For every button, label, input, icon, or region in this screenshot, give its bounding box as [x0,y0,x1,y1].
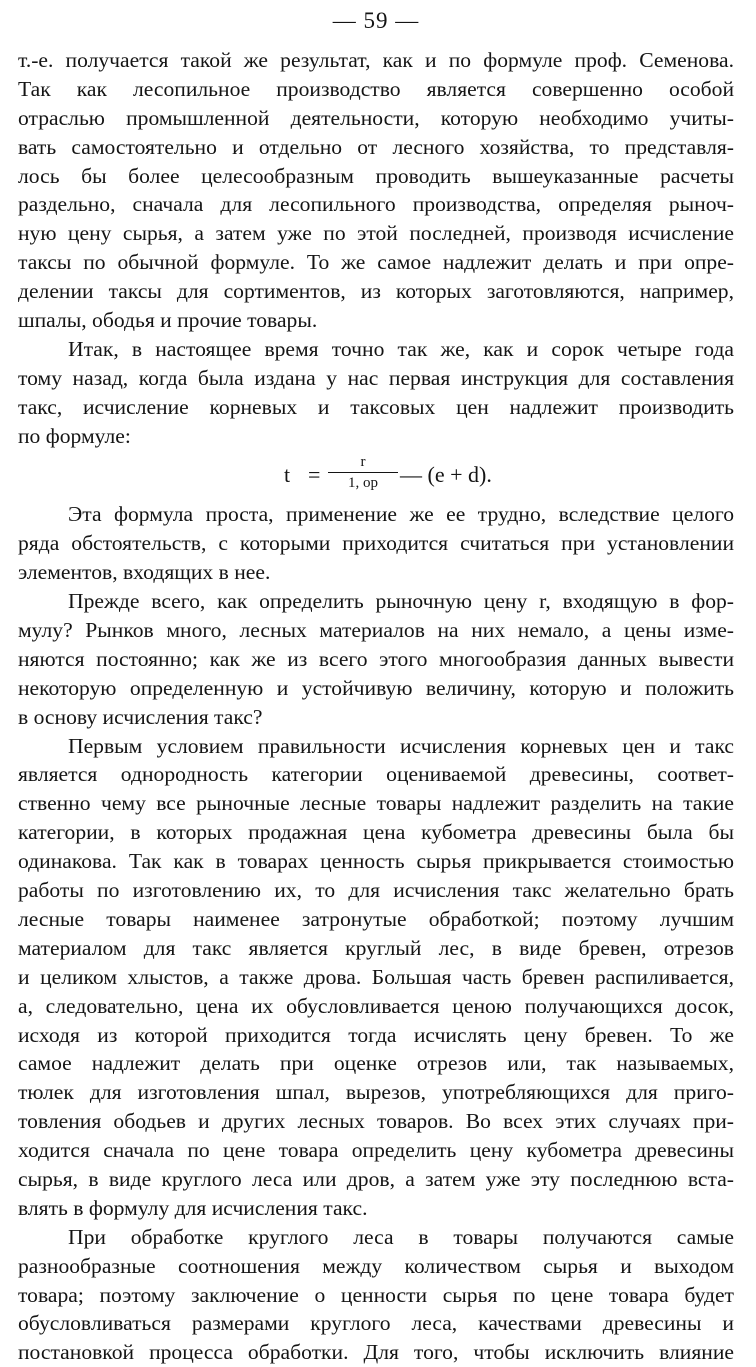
paragraph-6 [18,1223,734,1367]
text-line: элементов, входящих в нее. [18,560,271,585]
text-line: а, следовательно, цена их обусловливается ценою получающихся досок, [18,993,734,1018]
text-line: одинакова. Так как в товарах ценность сырья прикрывается стоимостью [18,849,734,874]
text-line: самое надлежит делать при оценке отрезов или, так называемых, [18,1051,734,1076]
text-line: Итак, в настоящее время точно так же, как и сорок четыре года [68,336,734,361]
text-line: тюлек для изготовления шпал, вырезов, употребляющихся для приго- [18,1080,734,1105]
formula-rest: — (e + d). [400,462,492,488]
formula-lhs: t [284,462,291,488]
text-line: ряда обстоятельств, с которыми приходится считаться при установлении [18,531,734,556]
page [18,6,734,1367]
text-line: таксы по обычной формуле. То же самое надлежит делать и при опре- [18,250,734,275]
paragraph-5 [18,732,734,1223]
paragraph-2 [18,335,734,451]
text-line: является однородность категории оцениваемой древесины, соответ- [18,762,734,787]
text-line: тому назад, когда была издана у нас первая инструкция для составления [18,365,734,390]
text-line: влять в формулу для исчисления такс. [18,1195,368,1220]
formula-numerator: r [328,454,398,473]
text-line: отраслью промышленной деятельности, которую необходимо учиты- [18,105,734,130]
text-line: Эта формула проста, применение же ее трудно, вследствие целого [68,502,734,527]
text-line: лось бы более целесообразным проводить вышеуказанные расчеты [18,163,734,188]
text-line: няются постоянно; как же из всего этого многообразия данных вывести [18,646,734,671]
text-line: т.-е. получается такой же результат, как и по формуле проф. Семенова. [18,48,734,72]
text-line: При обработке круглого леса в товары получаются самые [68,1224,734,1249]
paragraph-1 [18,46,734,335]
text-line: обусловливаться размерами круглого леса, качествами древесины и [18,1311,734,1336]
text-line: по формуле: [18,423,131,448]
text-line: ственно чему все рыночные лесные товары надлежит разделить на такие [18,791,734,816]
text-line: ную цену сырья, а затем уже по этой последней, производя исчисление [18,221,734,246]
formula-denominator: 1, op [348,475,378,492]
text-line: товара; поэтому заключение о ценности сырья по цене товара будет [18,1282,734,1307]
paragraph-3 [18,500,734,587]
text-line: вать самостоятельно и отдельно от лесного хозяйства, то представля- [18,134,734,159]
text-line: разнообразные соотношения между количеством сырья и выходом [18,1253,734,1278]
paragraph-4 [18,587,734,731]
formula-equals: = [308,462,321,488]
text-line: мулу? Рынков много, лесных материалов на них немало, а цены изме- [18,618,734,643]
text-line: Так как лесопильное производство является совершенно особой [18,76,734,101]
text-line: Прежде всего, как определить рыночную цену r, входящую в фор- [68,589,734,614]
text-line: Первым условием правильности исчисления корневых цен и такс [68,733,734,758]
text-line: и целиком хлыстов, а также дрова. Большая часть бревен распиливается, [18,964,734,989]
text-line: такс, исчисление корневых и таксовых цен надлежит производить [18,394,734,419]
page-number: — 59 — [332,8,420,33]
text-line: делении таксы для сортиментов, из которых заготовляются, например, [18,279,734,304]
text-line: в основу исчисления такс? [18,704,263,729]
text-line: категории, в которых продажная цена кубометра древесины была бы [18,820,734,845]
text-line: материалом для такс является круглый лес, в виде бревен, отрезов [18,935,734,960]
text-line: сырья, в виде круглого леса или дров, а затем уже эту последнюю вста- [18,1166,734,1191]
text-line: ходится сначала по цене товара определить цену кубометра древесины [18,1138,734,1163]
text-line: постановкой процесса обработки. Для того, чтобы исключить влияние [18,1340,734,1365]
text-line: товления ободьев и других лесных товаров. Во всех этих случаях при- [18,1109,734,1134]
text-line: лесные товары наименее затронутые обработкой; поэтому лучшим [18,906,734,931]
text-line: работы по изготовлению их, то для исчисления такс желательно брать [18,878,734,903]
formula-fraction [328,454,398,491]
text-line: некоторую определенную и устойчивую величину, которую и положить [18,675,734,700]
text-line: шпалы, ободья и прочие товары. [18,308,318,333]
text-line: раздельно, сначала для лесопильного производства, определяя рыноч- [18,192,734,217]
text-line: исходя из которой приходится тогда исчислять цену бревен. То же [18,1022,734,1047]
formula [18,450,734,500]
